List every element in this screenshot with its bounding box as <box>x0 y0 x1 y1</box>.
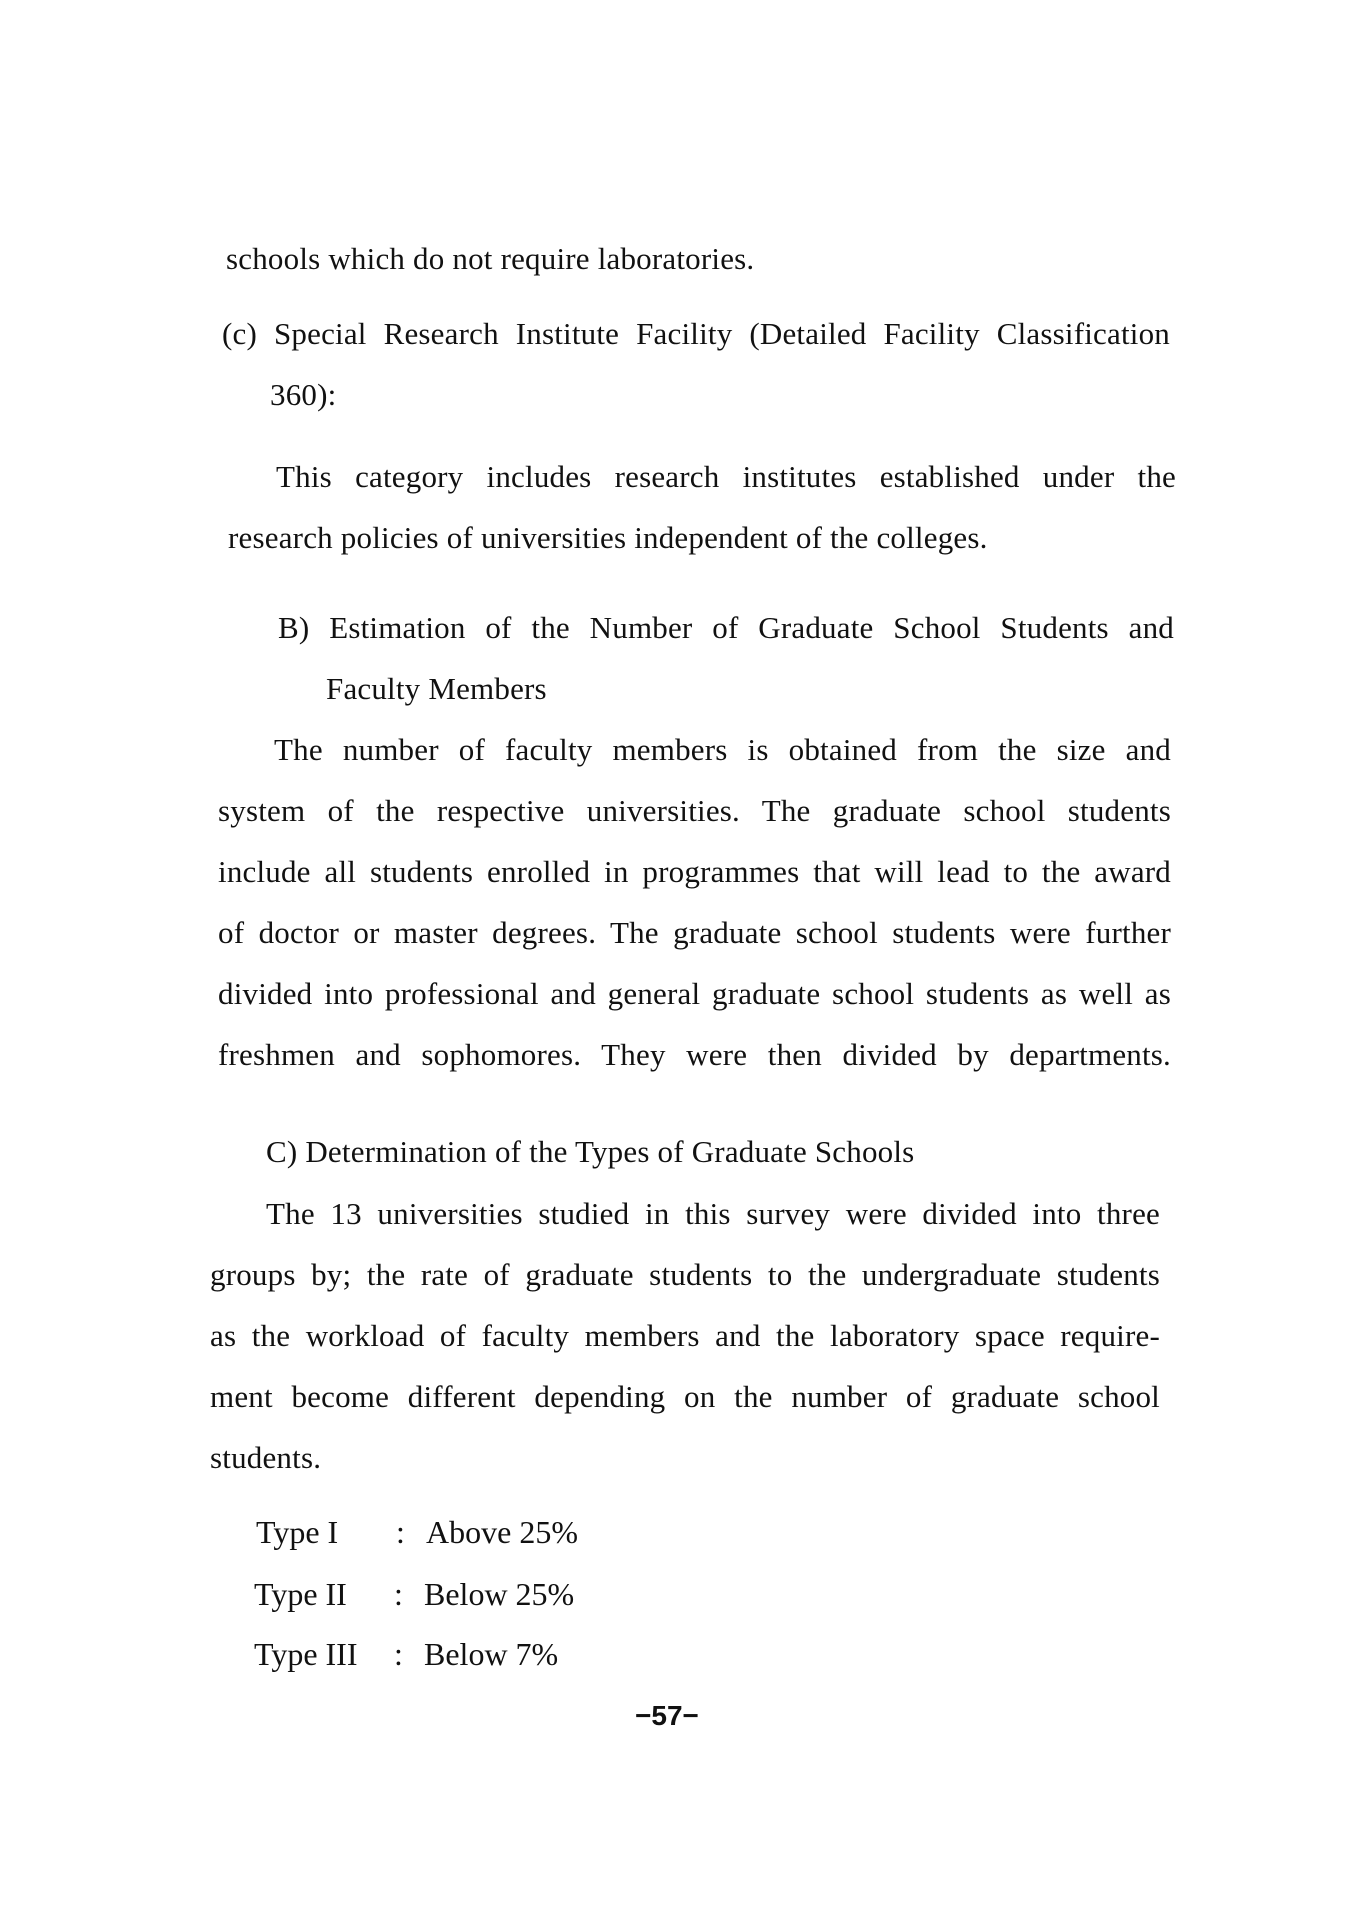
type-colon: : <box>396 1514 405 1550</box>
paragraph-line: ment become different depending on the number of graduate school <box>210 1379 1160 1414</box>
type-value: Below 7% <box>424 1636 559 1672</box>
paragraph-line: This category includes research institutes established under the <box>276 459 1176 494</box>
section-b-heading-line2: Faculty Members <box>326 671 547 706</box>
type-colon: : <box>394 1576 403 1612</box>
section-b-paragraph <box>218 719 1171 1085</box>
page-number: −57− <box>635 1700 699 1731</box>
paragraph-line: as the workload of faculty members and the laboratory space require- <box>210 1318 1160 1353</box>
type-value: Below 25% <box>424 1576 575 1612</box>
paragraph-line: freshmen and sophomores. They were then divided by departments. <box>218 1037 1171 1072</box>
paragraph-line: students. <box>210 1440 322 1475</box>
type-colon: : <box>394 1636 403 1672</box>
section-c-heading <box>222 303 1170 425</box>
paragraph-line: schools which do not require laboratories. <box>226 241 755 276</box>
paragraph-line: groups by; the rate of graduate students to the undergraduate students <box>210 1257 1160 1292</box>
type-label: Type III <box>254 1636 358 1672</box>
section-c-heading-line2: 360): <box>270 377 337 412</box>
paragraph-line: divided into professional and general graduate school students as well as <box>218 976 1171 1011</box>
section-c-upper-heading <box>266 1121 914 1182</box>
section-c-paragraph <box>228 446 1176 568</box>
section-c-heading-line1: (c) Special Research Institute Facility (Detailed Facility Classification <box>222 316 1170 351</box>
type-label: Type I <box>256 1514 339 1550</box>
text-line-schools <box>226 228 754 289</box>
section-b-heading-line1: B) Estimation of the Number of Graduate School Students and <box>278 610 1174 645</box>
section-b-heading <box>278 597 1174 719</box>
type-label: Type II <box>254 1576 347 1612</box>
paragraph-line: of doctor or master degrees. The graduate school students were further <box>218 915 1171 950</box>
paragraph-line: system of the respective universities. The graduate school students <box>218 793 1171 828</box>
paragraph-line: The number of faculty members is obtained from the size and <box>274 732 1171 767</box>
paragraph-line: include all students enrolled in programmes that will lead to the award <box>218 854 1171 889</box>
type-value: Above 25% <box>426 1514 578 1550</box>
paragraph-line: research policies of universities independent of the colleges. <box>228 520 988 555</box>
section-c-upper-heading-line: C) Determination of the Types of Graduate Schools <box>266 1134 915 1169</box>
paragraph-line: The 13 universities studied in this survey were divided into three <box>266 1196 1160 1231</box>
section-c-upper-paragraph <box>210 1183 1160 1488</box>
